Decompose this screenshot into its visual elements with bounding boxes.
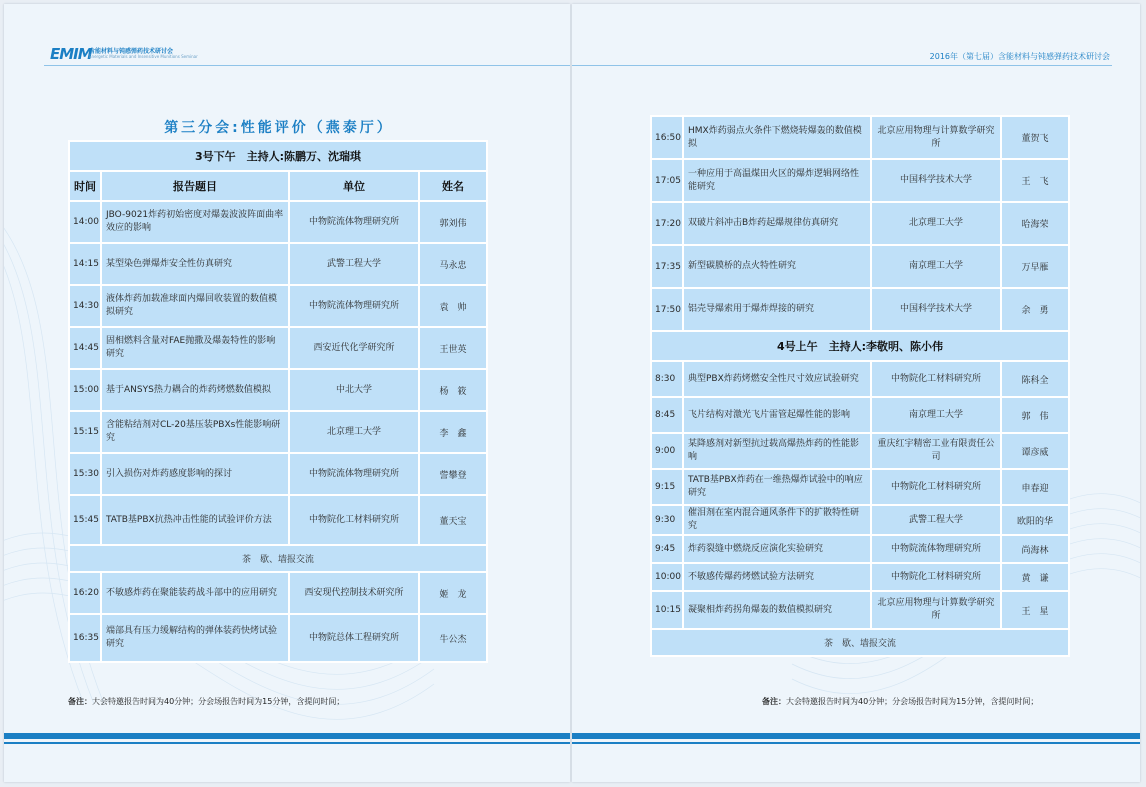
schedule-row — [651, 361, 1069, 397]
topic-cell: TATB基PBX炸药在一维热爆炸试验中的响应研究 — [683, 469, 871, 505]
unit-cell: 中国科学技术大学 — [871, 288, 1001, 331]
time-cell: 8:45 — [651, 397, 683, 433]
topic-cell: 一种应用于高温煤田火区的爆炸逻辑网络性能研究 — [683, 159, 871, 202]
unit-cell: 中物院流体物理研究所 — [289, 285, 419, 327]
unit-cell: 重庆红宇精密工业有限责任公司 — [871, 433, 1001, 469]
time-cell: 9:00 — [651, 433, 683, 469]
schedule-row — [651, 563, 1069, 591]
conference-name: 2016年（第七届）含能材料与钝感弹药技术研讨会 — [929, 52, 1110, 61]
schedule-row — [69, 285, 487, 327]
session-title: 第三分会:性能评价（燕泰厅） — [164, 120, 394, 136]
speaker-cell: 杨 筱 — [419, 369, 487, 411]
footnote-text: 大会特邀报告时间为40分钟；分会场报告时间为15分钟，含提问时间； — [786, 697, 1039, 706]
schedule-row — [651, 202, 1069, 245]
time-cell: 17:35 — [651, 245, 683, 288]
time-cell: 16:50 — [651, 116, 683, 159]
column-header-time: 时间 — [69, 171, 101, 201]
column-header-name: 姓名 — [419, 171, 487, 201]
logo-subtitle: Energetic Materials and Insensitive Munitions Seminar — [89, 54, 198, 59]
unit-cell: 中国科学技术大学 — [871, 159, 1001, 202]
speaker-cell: 黄 谦 — [1001, 563, 1069, 591]
time-cell: 15:15 — [69, 411, 101, 453]
speaker-cell: 王世英 — [419, 327, 487, 369]
unit-cell: 西安现代控制技术研究所 — [289, 572, 419, 614]
schedule-row — [651, 397, 1069, 433]
unit-cell: 武警工程大学 — [289, 243, 419, 285]
unit-cell: 西安近代化学研究所 — [289, 327, 419, 369]
logo-text: 含能材料与钝感弹药技术研讨会 — [89, 48, 174, 55]
unit-cell: 中物院流体物理研究所 — [871, 535, 1001, 563]
schedule-row — [651, 469, 1069, 505]
speaker-cell: 哈海荣 — [1001, 202, 1069, 245]
footnote-label: 备注： — [68, 697, 92, 706]
topic-cell: TATB基PBX抗热冲击性能的试验评价方法 — [101, 495, 289, 545]
speaker-cell: 李 鑫 — [419, 411, 487, 453]
schedule-table-left — [68, 140, 488, 663]
topic-cell: 引入损伤对炸药感度影响的探讨 — [101, 453, 289, 495]
unit-cell: 中物院化工材料研究所 — [289, 495, 419, 545]
column-header-row — [69, 171, 487, 201]
speaker-cell: 陈科全 — [1001, 361, 1069, 397]
tea-break-row: 茶 歇、墙报交流 — [69, 545, 487, 572]
schedule-row — [651, 591, 1069, 629]
left-page — [4, 4, 570, 782]
topic-cell: 催泪剂在室内混合通风条件下的扩散特性研究 — [683, 505, 871, 535]
footer-line — [4, 742, 570, 744]
speaker-cell: 董贺飞 — [1001, 116, 1069, 159]
topic-cell: 凝聚相炸药拐角爆轰的数值模拟研究 — [683, 591, 871, 629]
schedule-row — [69, 327, 487, 369]
schedule-row — [651, 245, 1069, 288]
header-divider — [44, 65, 570, 66]
time-cell: 14:15 — [69, 243, 101, 285]
schedule-row — [69, 243, 487, 285]
time-cell: 16:35 — [69, 614, 101, 662]
topic-cell: HMX炸药弱点火条件下燃烧转爆轰的数值模拟 — [683, 116, 871, 159]
footer-band — [4, 733, 570, 739]
schedule-row — [651, 433, 1069, 469]
unit-cell: 南京理工大学 — [871, 245, 1001, 288]
column-header-topic: 报告题目 — [101, 171, 289, 201]
speaker-cell: 谭彦威 — [1001, 433, 1069, 469]
unit-cell: 北京应用物理与计算数学研究所 — [871, 591, 1001, 629]
host-header: 4号上午 主持人:李敬明、陈小伟 — [651, 331, 1069, 361]
schedule-row — [69, 201, 487, 243]
topic-cell: 不敏感炸药在聚能装药战斗部中的应用研究 — [101, 572, 289, 614]
unit-cell: 北京应用物理与计算数学研究所 — [871, 116, 1001, 159]
time-cell: 10:15 — [651, 591, 683, 629]
speaker-cell: 余 勇 — [1001, 288, 1069, 331]
time-cell: 15:00 — [69, 369, 101, 411]
speaker-cell: 郭刘伟 — [419, 201, 487, 243]
header-divider — [572, 65, 1112, 66]
speaker-cell: 万早雁 — [1001, 245, 1069, 288]
unit-cell: 北京理工大学 — [289, 411, 419, 453]
right-page — [572, 4, 1140, 782]
time-cell: 10:00 — [651, 563, 683, 591]
speaker-cell: 董天宝 — [419, 495, 487, 545]
unit-cell: 北京理工大学 — [871, 202, 1001, 245]
topic-cell: 基于ANSYS热力耦合的炸药烤燃数值模拟 — [101, 369, 289, 411]
time-cell: 14:00 — [69, 201, 101, 243]
unit-cell: 中物院总体工程研究所 — [289, 614, 419, 662]
footer-band — [572, 733, 1140, 739]
topic-cell: 液体炸药加载准球面内爆回收装置的数值模拟研究 — [101, 285, 289, 327]
speaker-cell: 马永忠 — [419, 243, 487, 285]
unit-cell: 中物院化工材料研究所 — [871, 469, 1001, 505]
time-cell: 15:30 — [69, 453, 101, 495]
speaker-cell: 欧阳的华 — [1001, 505, 1069, 535]
conference-logo — [50, 44, 198, 63]
topic-cell: 端部具有压力缓解结构的弹体装药快烤试验研究 — [101, 614, 289, 662]
time-cell: 14:30 — [69, 285, 101, 327]
unit-cell: 中物院流体物理研究所 — [289, 201, 419, 243]
schedule-row — [69, 369, 487, 411]
topic-cell: 新型碳膜桥的点火特性研究 — [683, 245, 871, 288]
schedule-row — [69, 614, 487, 662]
time-cell: 17:50 — [651, 288, 683, 331]
column-header-unit: 单位 — [289, 171, 419, 201]
footnote-label: 备注： — [762, 697, 786, 706]
time-cell: 9:45 — [651, 535, 683, 563]
footnote — [68, 696, 344, 707]
host-header: 3号下午 主持人:陈鹏万、沈瑞琪 — [69, 141, 487, 171]
schedule-row — [69, 572, 487, 614]
time-cell: 15:45 — [69, 495, 101, 545]
schedule-row — [651, 159, 1069, 202]
speaker-cell: 郭 伟 — [1001, 397, 1069, 433]
time-cell: 14:45 — [69, 327, 101, 369]
topic-cell: 飞片结构对激光飞片雷管起爆性能的影响 — [683, 397, 871, 433]
topic-cell: 双破片斜冲击B炸药起爆规律仿真研究 — [683, 202, 871, 245]
speaker-cell: 尚海林 — [1001, 535, 1069, 563]
topic-cell: 铝壳导爆索用于爆炸焊接的研究 — [683, 288, 871, 331]
unit-cell: 中物院流体物理研究所 — [289, 453, 419, 495]
unit-cell: 中北大学 — [289, 369, 419, 411]
tea-break-row: 茶 歇、墙报交流 — [651, 629, 1069, 656]
schedule-row — [69, 495, 487, 545]
topic-cell: 炸药裂缝中燃烧反应演化实验研究 — [683, 535, 871, 563]
topic-cell: 典型PBX炸药烤燃安全性尺寸效应试验研究 — [683, 361, 871, 397]
speaker-cell: 申春迎 — [1001, 469, 1069, 505]
time-cell: 9:30 — [651, 505, 683, 535]
schedule-row — [69, 411, 487, 453]
time-cell: 16:20 — [69, 572, 101, 614]
speaker-cell: 訾攀登 — [419, 453, 487, 495]
footer-line — [572, 742, 1140, 744]
unit-cell: 中物院化工材料研究所 — [871, 563, 1001, 591]
topic-cell: JBO-9021炸药初始密度对爆轰波波阵面曲率效应的影响 — [101, 201, 289, 243]
speaker-cell: 牛公杰 — [419, 614, 487, 662]
topic-cell: 某型染色弹爆炸安全性仿真研究 — [101, 243, 289, 285]
schedule-row — [69, 453, 487, 495]
schedule-table-right — [650, 115, 1070, 657]
unit-cell: 武警工程大学 — [871, 505, 1001, 535]
topic-cell: 某降感剂对新型抗过载高爆热炸药的性能影响 — [683, 433, 871, 469]
topic-cell: 不敏感传爆药烤燃试验方法研究 — [683, 563, 871, 591]
speaker-cell: 袁 帅 — [419, 285, 487, 327]
speaker-cell: 王 星 — [1001, 591, 1069, 629]
footnote-text: 大会特邀报告时间为40分钟；分会场报告时间为15分钟，含提问时间； — [92, 697, 345, 706]
schedule-row — [651, 288, 1069, 331]
schedule-row — [651, 505, 1069, 535]
topic-cell: 固相燃料含量对FAE抛撒及爆轰特性的影响研究 — [101, 327, 289, 369]
schedule-row — [651, 535, 1069, 563]
schedule-row — [651, 116, 1069, 159]
time-cell: 17:05 — [651, 159, 683, 202]
time-cell: 8:30 — [651, 361, 683, 397]
time-cell: 9:15 — [651, 469, 683, 505]
speaker-cell: 王 飞 — [1001, 159, 1069, 202]
topic-cell: 含能粘结剂对CL-20基压装PBXs性能影响研究 — [101, 411, 289, 453]
speaker-cell: 姬 龙 — [419, 572, 487, 614]
unit-cell: 中物院化工材料研究所 — [871, 361, 1001, 397]
unit-cell: 南京理工大学 — [871, 397, 1001, 433]
footnote — [762, 696, 1038, 707]
time-cell: 17:20 — [651, 202, 683, 245]
logo-mark: EMIM — [50, 45, 92, 63]
